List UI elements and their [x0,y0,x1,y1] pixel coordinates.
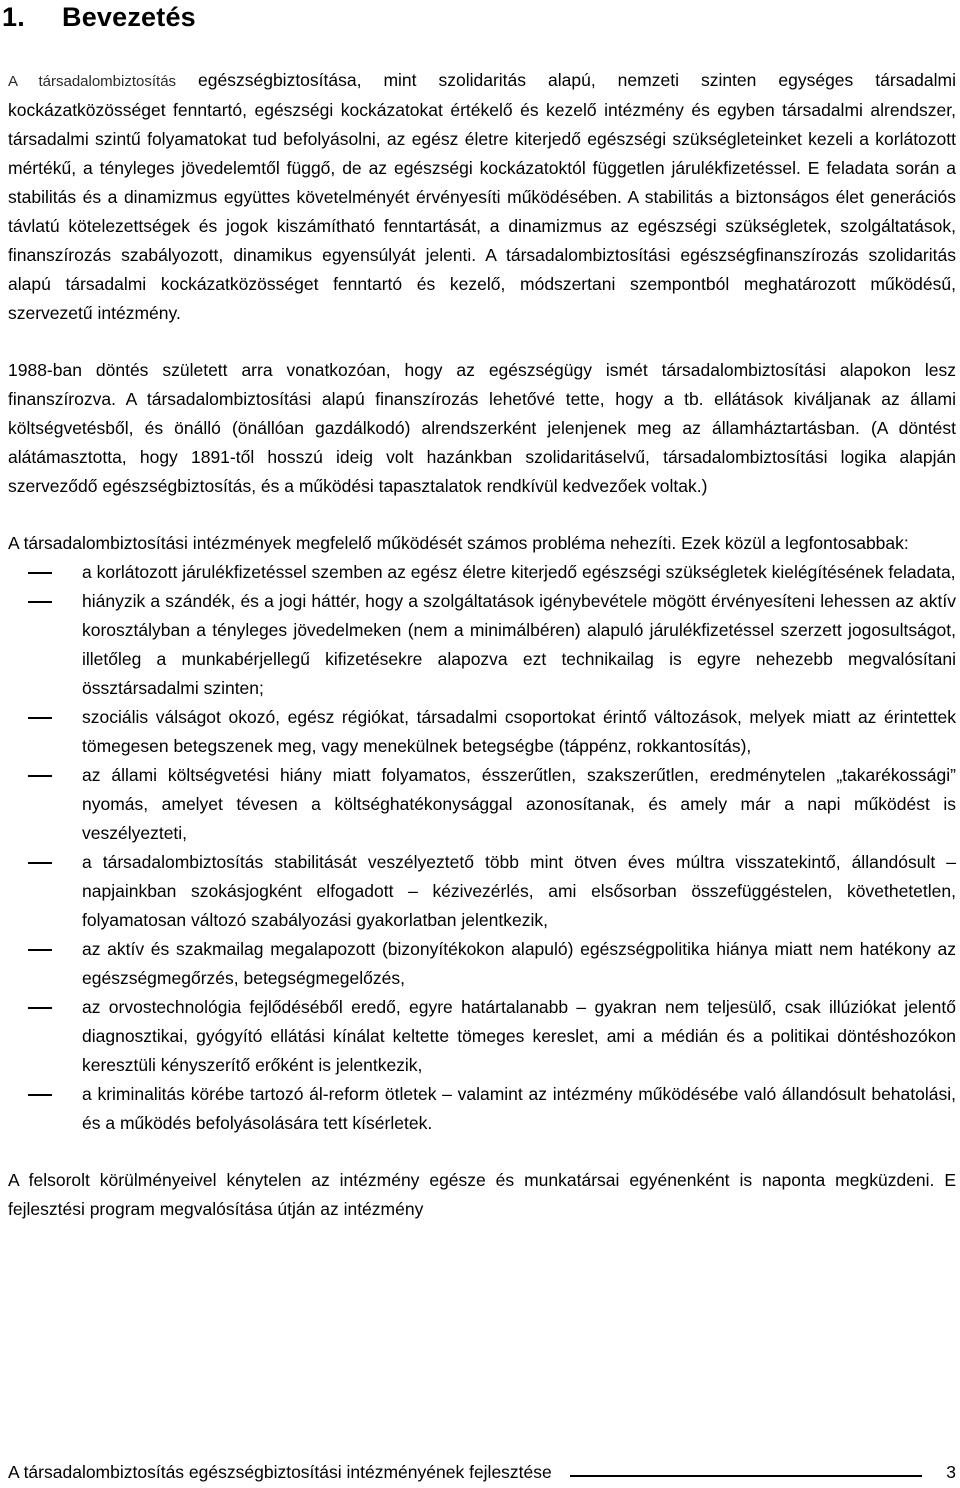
list-item [8,558,956,587]
section-heading [2,0,196,34]
closing-paragraph: A felsorolt körülményeivel kénytelen az intézmény egésze és munkatársai egyénenként is naponta megküzdeni. E fejlesztési program megvalósítása útján az intézmény [8,1170,956,1219]
list-item [8,993,956,1080]
dash-bullet [28,949,52,951]
list-item-text: az aktív és szakmailag megalapozott (bizonyítékokon alapuló) egészségpolitika hiánya miatt nem hatékony az egészségmegőrzés, betegségmegelőzés, [82,939,956,988]
problems-list [8,558,956,1138]
list-item-text: a kriminalitás körébe tartozó ál-reform ötletek – valamint az intézmény működésébe való állandósult behatolási, és a működés befolyásolására tett kísérletek. [82,1084,956,1133]
list-item [8,1080,956,1138]
section-title: Bevezetés [62,2,196,32]
dash-bullet [28,717,52,719]
page-footer [8,1460,956,1484]
dash-bullet [28,862,52,864]
intro-paragraph [8,66,956,328]
list-item-text: hiányzik a szándék, és a jogi háttér, hogy a szolgáltatások igénybevétele mögött érvényesíteni lehessen az aktív korosztályban a tényleges jövedelmeken (nem a minimálbéren) alapuló járulékfizetéssel szerzett jogosultságot, illetőleg a munkabérjellegű kifizetésekre alapozva ezt technikailag is egyre nehezebb megvalósítani össztársadalmi szinten; [82,591,956,698]
list-item [8,935,956,993]
footer-rule [570,1475,923,1476]
dash-bullet [28,572,52,574]
list-item-text: az orvostechnológia fejlődéséből eredő, egyre határtalanabb – gyakran nem teljesülő, csak illúziókat jelentő diagnosztikai, gyógyító ellátási kínálat keltette tömeges kereslet, ami a médián és a politikai döntéshozókon keresztüli kényszerítő erőként is jelentkezik, [82,997,956,1075]
history-paragraph: 1988-ban döntés született arra vonatkozóan, hogy az egészségügy ismét társadalombiztosítási alapokon lesz finanszírozva. A társadalombiztosítási alapú finanszírozás lehetővé tette, hogy a tb. ellátások kiváljanak az állami költségvetésből, és önálló (önállóan gazdálkodó) alrendszerként jelenjenek meg az államháztartásban. (A döntést alátámasztotta, hogy 1891-től hosszú ideig volt hazánkban szolidaritáselvű, társadalombiztosítási logika alapján szerveződő egészségbiztosítás, és a működési tapasztalatok rendkívül kedvezőek voltak.) [8,360,956,496]
dash-bullet [28,775,52,777]
intro-lead: A társadalombiztosítás [8,73,177,90]
dash-bullet [28,601,52,603]
problems-intro-paragraph: A társadalombiztosítási intézmények megfelelő működését számos probléma nehezíti. Ezek közül a legfontosabbak: [8,533,909,553]
intro-text: egészségbiztosítása, mint szolidaritás alapú, nemzeti szinten egységes társadalmi kockázatközösséget fenntartó, egészségi kockázatokat értékelő és kezelő intézmény és egyben társadalmi alrendszer, társadalmi szintű folyamatokat tud befolyásolni, az egész életre kiterjedő egészségi szükségleteinket kezeli a korlátozott mértékű, a tényleges jövedelemtől függő, de az egészségi kockázatoktól független járulékfizetéssel. E feladata során a stabilitás és a dinamizmus együttes követelményét érvényesíti működésében. A stabilitás a biztonságos élet generációs távlatú kötelezettségek és jogok kiszámítható fenntartását, a dinamizmus az egészségi szükségletek, szolgáltatások, finanszírozás szabályozott, dinamikus egyensúlyát jelenti. A társadalombiztosítási egészségfinanszírozás szolidaritás alapú társadalmi kockázatközösséget fenntartó és kezelő, módszertani szempontból meghatározott működésű, szervezetű intézmény. [8,70,956,323]
list-item-text: szociális válságot okozó, egész régiókat, társadalmi csoportokat érintő változások, melyek miatt az érintettek tömegesen betegszenek meg, vagy menekülnek betegségbe (táppénz, rokkantosítás), [82,707,956,756]
list-item-text: a korlátozott járulékfizetéssel szemben az egész életre kiterjedő egészségi szükségletek kielégítésének feladata, [82,562,956,582]
footer-title: A társadalombiztosítás egészségbiztosítási intézményének fejlesztése [8,1462,552,1482]
dash-bullet [28,1007,52,1009]
list-item-text: a társadalombiztosítás stabilitását veszélyeztető több mint ötven éves múltra visszatekintő, állandósult – napjainkban szokásjogként elfogadott – kézivezérlés, ami elsősorban összefüggéstelen, követhetetlen, folyamatosan változó szabályozási gyakorlatban jelentkezik, [82,852,956,930]
section-number: 1. [2,2,25,32]
dash-bullet [28,1094,52,1096]
list-item [8,703,956,761]
list-item-text: az állami költségvetési hiány miatt folyamatos, ésszerűtlen, szakszerűtlen, eredménytelen „takarékossági” nyomás, amelyet tévesen a költséghatékonysággal azonosítanak, és amely már a napi működést is veszélyezteti, [82,765,956,843]
list-item [8,587,956,703]
list-item [8,848,956,935]
page-number: 3 [946,1462,956,1482]
list-item [8,761,956,848]
document-body [8,66,956,1224]
